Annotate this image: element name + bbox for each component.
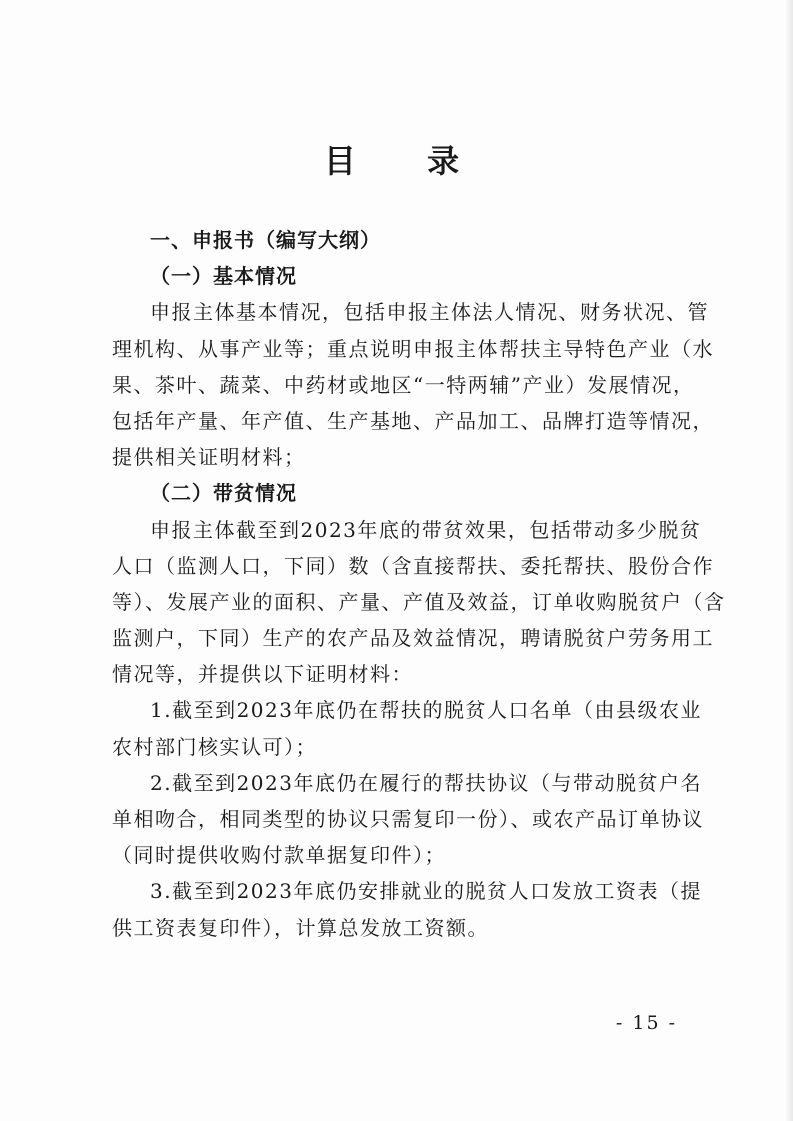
paragraph-line: 包括年产量、年产值、生产基地、产品加工、品牌打造等情况， <box>112 408 714 433</box>
page-number: - 15 - <box>615 1012 677 1034</box>
paragraph-line: 人口（监测人口，下同）数（含直接帮扶、委托帮扶、股份合作 <box>112 553 714 578</box>
paragraph-line: 申报主体基本情况，包括申报主体法人情况、财务状况、管 <box>150 300 709 325</box>
scan-edge-shadow <box>785 0 793 1121</box>
paragraph-line: 申报主体截至到2023年底的带贫效果，包括带动多少脱贫 <box>150 517 702 542</box>
page-title: 目 录 <box>323 142 490 180</box>
list-item-3-line: 供工资表复印件），计算总发放工资额。 <box>112 915 489 940</box>
document-body <box>112 222 726 946</box>
paragraph-line: 理机构、从事产业等；重点说明申报主体帮扶主导特色产业（水 <box>112 336 714 361</box>
list-item-2-line: 单相吻合，相同类型的协议只需复印一份）、或农产品订单协议 <box>112 807 704 831</box>
subsection-heading-poverty: （二）带贫情况 <box>150 481 297 506</box>
subsection-heading-basic: （一）基本情况 <box>150 264 297 289</box>
paragraph-line: 提供相关证明材料； <box>112 445 306 470</box>
paragraph-line: 情况等，并提供以下证明材料： <box>112 662 413 687</box>
list-item-1-line: 1.截至到2023年底仍在帮扶的脱贫人口名单（由县级农业 <box>150 698 702 723</box>
paragraph-line: 果、茶叶、蔬菜、中药材或地区“一特两辅”产业）发展情况， <box>112 372 695 397</box>
list-item-2-line: 2.截至到2023年底仍在履行的帮扶协议（与带动脱贫户名 <box>150 770 702 795</box>
list-item-1-line: 农村部门核实认可）； <box>112 734 317 759</box>
section-heading-1: 一、申报书（编写大纲） <box>150 228 381 252</box>
list-item-3-line: 3.截至到2023年底仍安排就业的脱贫人口发放工资表（提 <box>150 879 702 904</box>
list-item-2-line: （同时提供收购付款单据复印件）； <box>112 843 446 868</box>
paragraph-line: 监测户，下同）生产的农产品及效益情况，聘请脱贫户劳务用工 <box>112 626 714 651</box>
paragraph-line: 等）、发展产业的面积、产量、产值及效益，订单收购脱贫户（含 <box>112 589 726 614</box>
